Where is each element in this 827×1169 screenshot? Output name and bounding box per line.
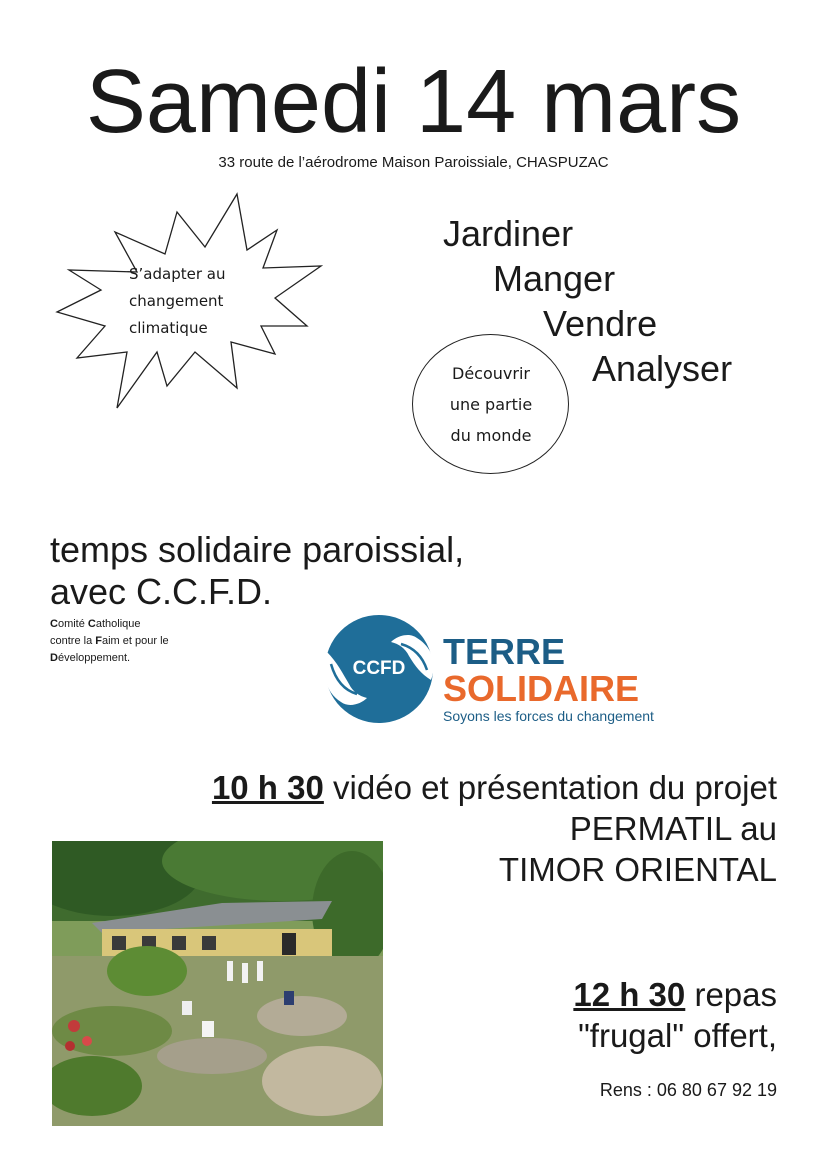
garden-photo [52, 841, 383, 1126]
definition-text: atholique [95, 618, 141, 630]
address: 33 route de l’aérodrome Maison Paroissiale, CHASPUZAC [218, 154, 609, 171]
circle-text [412, 358, 570, 451]
page-title: Samedi 14 mars [85, 52, 742, 152]
schedule-line-5: "frugal" offert, [578, 1017, 777, 1054]
logo-word-terre: TERRE [443, 631, 566, 672]
contact-phone: Rens : 06 80 67 92 19 [599, 1080, 777, 1100]
definition-text: contre la [50, 635, 96, 647]
verb-manger: Manger [493, 258, 616, 299]
time-12h30: 12 h 30 [573, 976, 686, 1013]
initial-letter: F [95, 635, 102, 647]
schedule-line-4 [573, 975, 777, 1015]
event-text: repas [685, 976, 777, 1013]
verb-jardiner: Jardiner [443, 213, 574, 254]
event-text: vidéo et présentation du projet [323, 769, 777, 806]
starburst-line: changement [129, 292, 224, 310]
ccfd-definition [50, 616, 169, 667]
logo-tagline: Soyons les forces du changement [443, 708, 654, 724]
verb-analyser: Analyser [592, 348, 733, 389]
starburst-text [118, 261, 259, 342]
starburst-line: climatique [129, 319, 208, 337]
time-10h30: 10 h 30 [211, 769, 324, 806]
solidarity-heading-line1: temps solidaire paroissial, [50, 529, 465, 570]
schedule-line-1 [212, 768, 777, 808]
verb-vendre: Vendre [543, 303, 658, 344]
initial-letter: C [50, 618, 58, 630]
initial-letter: C [87, 618, 96, 630]
logo-badge-text: CCFD [352, 658, 406, 679]
ccfd-terre-solidaire-logo [319, 612, 665, 727]
circle-line: Découvrir [452, 364, 530, 383]
schedule-line-2: PERMATIL au [569, 810, 777, 847]
schedule-line-3: TIMOR ORIENTAL [498, 851, 777, 888]
starburst-line: S’adapter au [129, 265, 226, 283]
definition-text: omité [57, 618, 88, 630]
solidarity-heading-line2: avec C.C.F.D. [50, 571, 273, 612]
definition-text: éveloppement. [57, 652, 131, 664]
circle-line: du monde [450, 426, 532, 445]
logo-word-solidaire: SOLIDAIRE [443, 668, 640, 709]
circle-line: une partie [449, 395, 533, 414]
definition-text: aim et pour le [101, 635, 169, 647]
initial-letter: D [50, 652, 58, 664]
